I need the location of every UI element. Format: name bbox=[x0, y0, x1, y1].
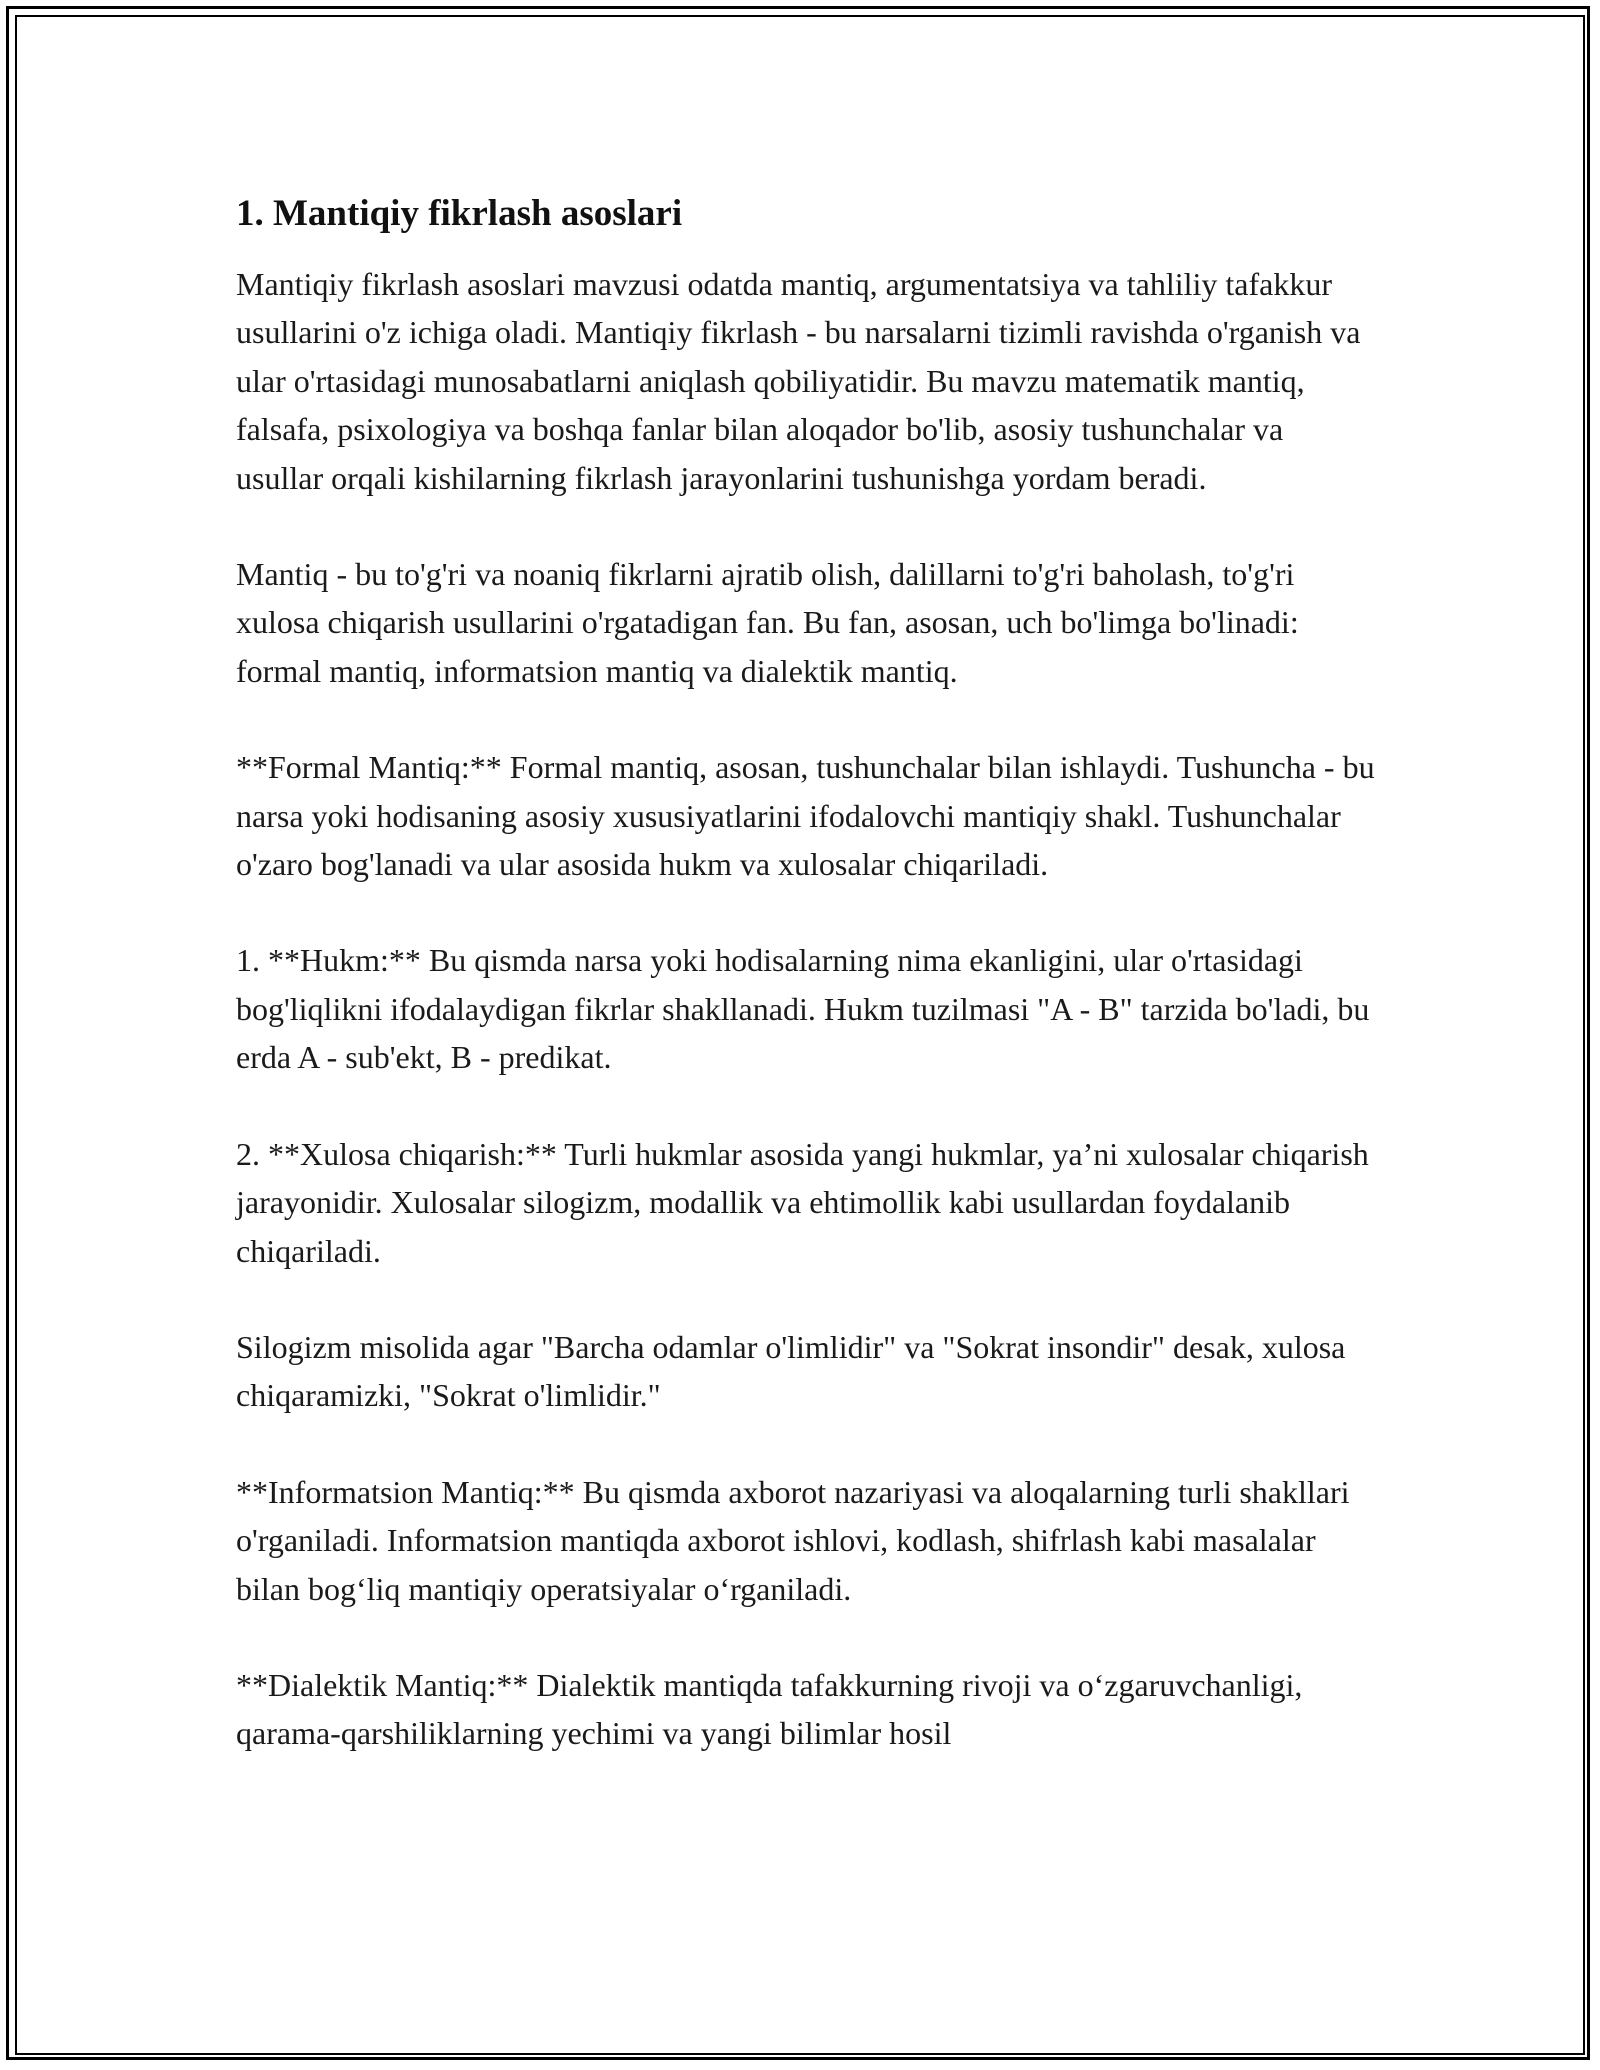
paragraph-mantiq-definition: Mantiq - bu to'g'ri va noaniq fikrlarni ajratib olish, dalillarni to'g'ri baholash, to'g'ri xulosa chiqarish usullarini o'rgatadigan fan. Bu fan, asosan, uch bo'limga bo'linadi: formal mantiq, informatsion mantiq va dialektik mantiq. bbox=[236, 556, 1299, 689]
document-body bbox=[236, 188, 1376, 1758]
paragraph-silogizm-example: Silogizm misolida agar "Barcha odamlar o'limlidir" va "Sokrat insondir" desak, xulosa chiqaramizki, "Sokrat o'limlidir." bbox=[236, 1328, 1346, 1414]
paragraph-intro: Mantiqiy fikrlash asoslari mavzusi odatda mantiq, argumentatsiya va tahliliy tafakkur usullarini o'z ichiga oladi. Mantiqiy fikrlash - bu narsalarni tizimli ravishda o'rganish va ular o'rtasidagi munosabatlarni aniqlash qobiliyatidir. Bu mavzu matematik mantiq, falsafa, psixologiya va boshqa fanlar bilan aloqador bo'lib, asosiy tushunchalar va usullar orqali kishilarning fikrlash jarayonlarini tushunishga yordam beradi. bbox=[236, 266, 1361, 496]
paragraph-formal-mantiq: **Formal Mantiq:** Formal mantiq, asosan, tushunchalar bilan ishlaydi. Tushuncha - bu narsa yoki hodisaning asosiy xususiyatlarini ifodalovchi mantiqiy shakl. Tushunchalar o'zaro bog'lanadi va ular asosida hukm va xulosalar chiqariladi. bbox=[236, 749, 1375, 883]
section-heading: 1. Mantiqiy fikrlash asoslari bbox=[236, 193, 683, 234]
paragraph-informatsion-mantiq: **Informatsion Mantiq:** Bu qismda axborot nazariyasi va aloqalarning turli shakllari o'rganiladi. Informatsion mantiqda axborot ishlovi, kodlash, shifrlash kabi masalalar bilan bog‘liq mantiqiy operatsiyalar o‘rganiladi. bbox=[236, 1473, 1350, 1607]
paragraph-xulosa-chiqarish: 2. **Xulosa chiqarish:** Turli hukmlar asosida yangi hukmlar, ya’ni xulosalar chiqarish jarayonidir. Xulosalar silogizm, modallik va ehtimollik kabi usullardan foydalanib chiqariladi. bbox=[236, 1135, 1369, 1269]
paragraph-hukm: 1. **Hukm:** Bu qismda narsa yoki hodisalarning nima ekanligini, ular o'rtasidagi bog'liqlikni ifodalaydigan fikrlar shakllanadi. Hukm tuzilmasi "A - B" tarzida bo'ladi, bu erda A - sub'ekt, B - predikat. bbox=[236, 942, 1370, 1076]
paragraph-dialektik-mantiq: **Dialektik Mantiq:** Dialektik mantiqda tafakkurning rivoji va o‘zgaruvchanligi, qarama-qarshiliklarning yechimi va yangi bilimlar hosil bbox=[236, 1666, 1303, 1752]
